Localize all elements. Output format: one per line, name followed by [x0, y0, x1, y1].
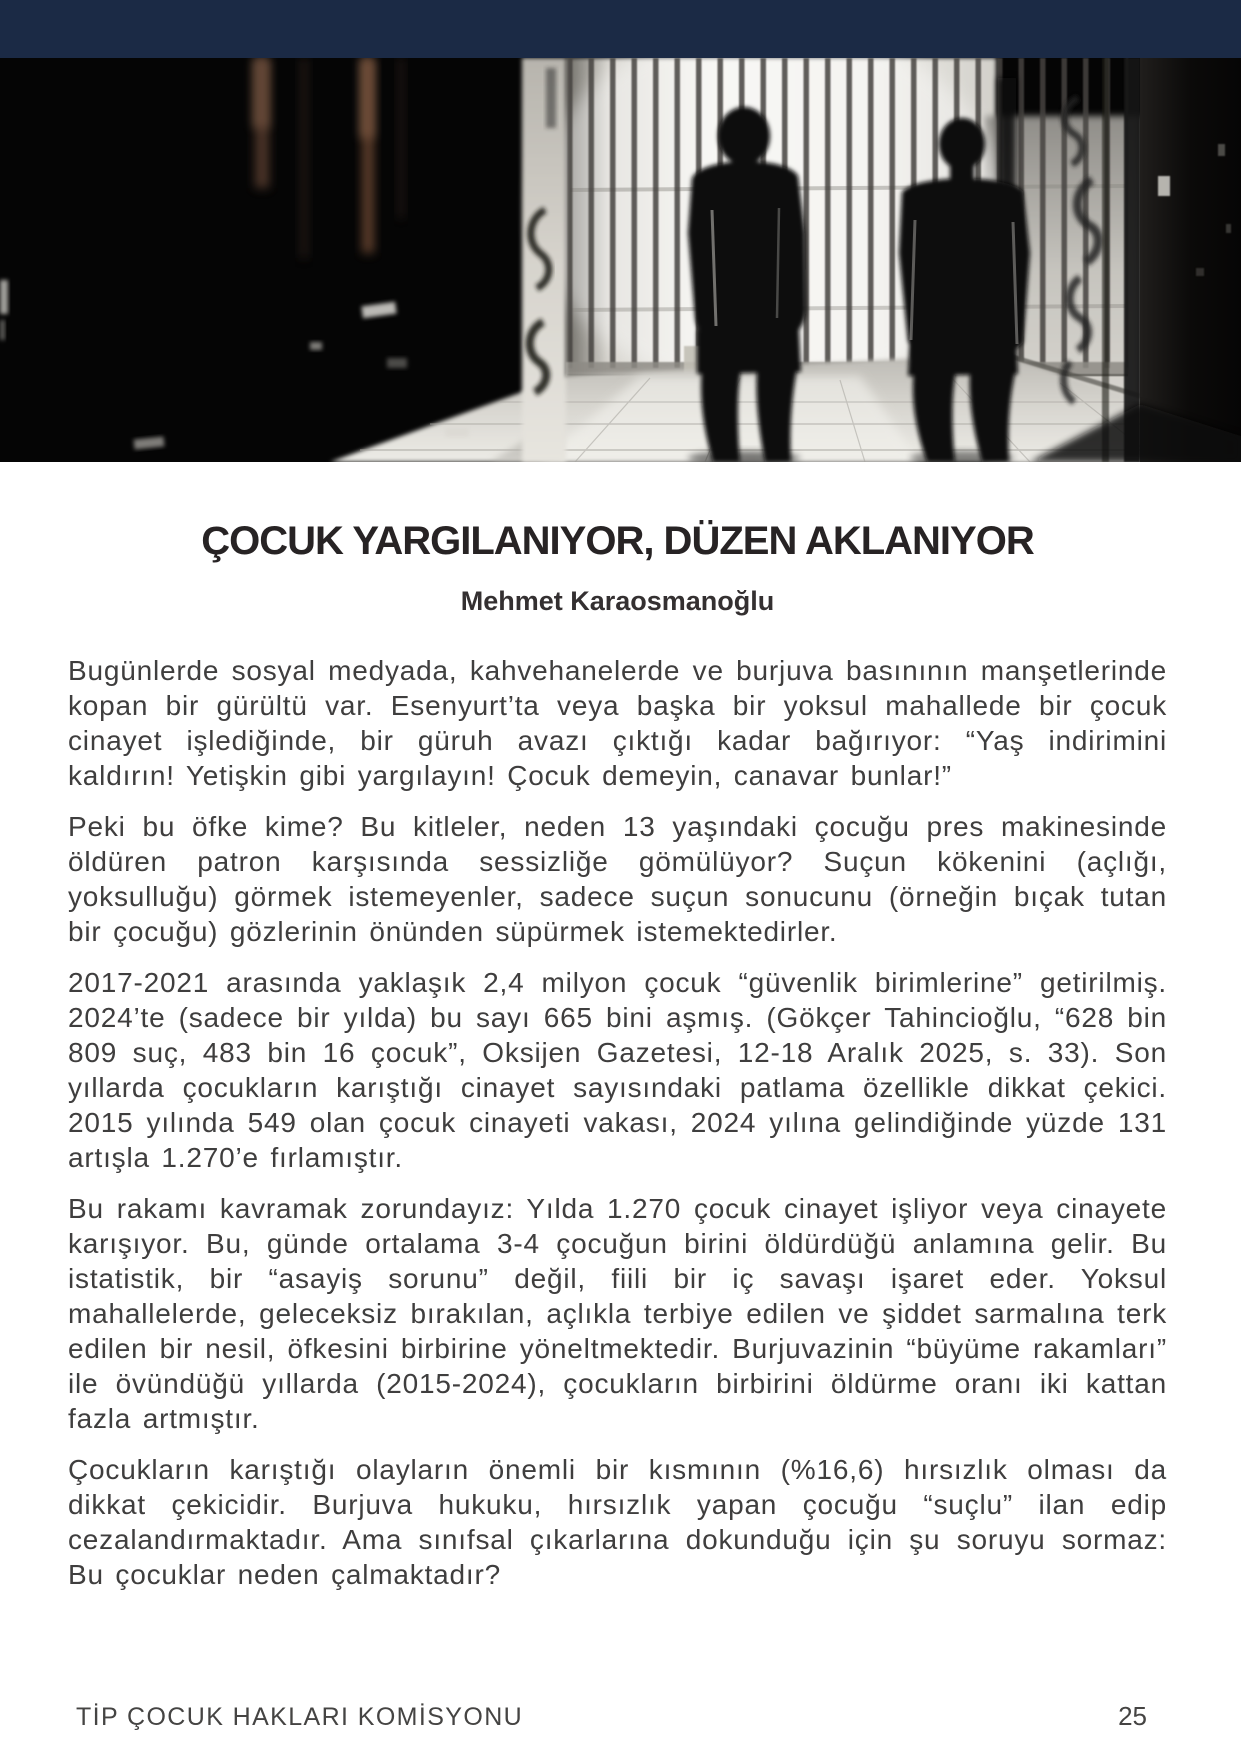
article-paragraph: Bu rakamı kavramak zorundayız: Yılda 1.270 çocuk cinayet işliyor veya cinayete karışıyor. Bu, günde ortalama 3-4 çocuğun birini öldürdüğü anlamına gelir. Bu istatistik, bir “asayiş sorunu” değil, fiili bir iç savaşı işaret eder. Yoksul mahallelerde, geleceksiz bırakılan, açlıkla terbiye edilen ve şiddet sarmalına terk edilen bir nesil, öfkesini birbirine yöneltmektedir. Burjuvazinin “büyüme rakamları” ile övündüğü yıllarda (2015-2024), çocukların birbirini öldürme oranı iki kattan fazla artmıştır.	[68, 1193, 1167, 1435]
article-author: Mehmet Karaosmanoğlu	[460, 586, 775, 616]
prison-corridor-photo	[0, 58, 1241, 462]
hero-image	[0, 58, 1241, 462]
article-title: ÇOCUK YARGILANIYOR, DÜZEN AKLANIYOR	[201, 519, 1034, 563]
article-paragraph: 2017-2021 arasında yaklaşık 2,4 milyon çocuk “güvenlik birimlerine” getirilmiş. 2024’te (sadece bir yılda) bu sayı 665 bini aşmış. (Gökçer Tahincioğlu, “628 bin 809 suç, 483 bin 16 çocuk”, Oksijen Gazetesi, 12-18 Aralık 2025, s. 33). Son yıllarda çocukların karıştığı cinayet sayısındaki patlama özellikle dikkat çekici. 2015 yılında 549 olan çocuk cinayeti vakası, 2024 yılına gelindiğinde yüzde 131 artışla 1.270’e fırlamıştır.	[68, 967, 1167, 1174]
page-footer	[0, 1701, 1241, 1754]
footer-organization: TİP ÇOCUK HAKLARI KOMİSYONU	[76, 1703, 524, 1731]
article-paragraph: Bugünlerde sosyal medyada, kahvehanelerde ve burjuva basınının manşetlerinde kopan bir gürültü var. Esenyurt’ta veya başka bir yoksul mahallede bir çocuk cinayet işlediğinde, bir güruh avazı çıktığı kadar bağırıyor: “Yaş indirimini kaldırın! Yetişkin gibi yargılayın! Çocuk demeyin, canavar bunlar!”	[68, 655, 1167, 792]
page-number: 25	[1118, 1701, 1147, 1731]
header-bar	[0, 0, 1241, 58]
article-paragraphs	[68, 653, 1167, 1592]
article-paragraph: Peki bu öfke kime? Bu kitleler, neden 13 yaşındaki çocuğu pres makinesinde öldüren patron karşısında sessizliğe gömülüyor? Suçun kökenini (açlığı, yoksulluğu) görmek istemeyenler, sadece suçun sonucunu (örneğin bıçak tutan bir çocuğu) gözlerinin önünden süpürmek istemektedirler.	[68, 811, 1167, 948]
article-body	[0, 462, 1241, 1608]
article-paragraph: Çocukların karıştığı olayların önemli bir kısmının (%16,6) hırsızlık olması da dikkat çekicidir. Burjuva hukuku, hırsızlık yapan çocuğu “suçlu” ilan edip cezalandırmaktadır. Ama sınıfsal çıkarlarına dokunduğu için şu soruyu sormaz: Bu çocuklar neden çalmaktadır?	[68, 1454, 1167, 1591]
